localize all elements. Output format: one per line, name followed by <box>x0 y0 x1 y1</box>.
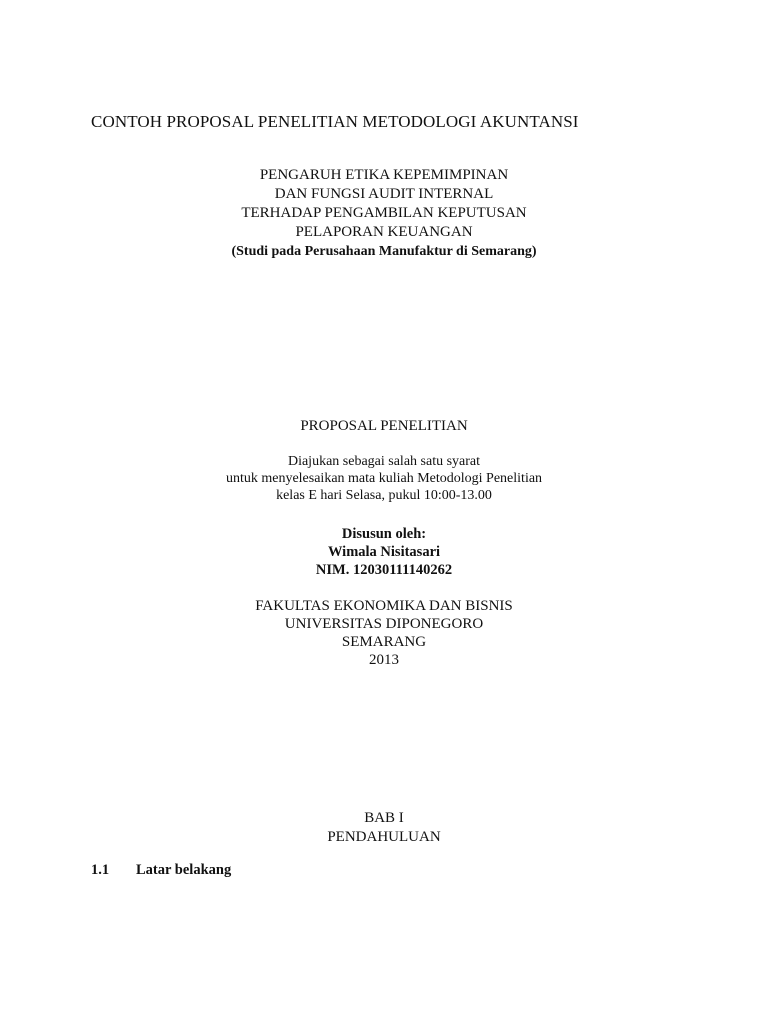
institution-line-1: FAKULTAS EKONOMIKA DAN BISNIS <box>255 598 513 614</box>
section-number: 1.1 <box>91 862 110 878</box>
title-line-2: DAN FUNGSI AUDIT INTERNAL <box>274 186 494 202</box>
section-title: Latar belakang <box>136 862 232 878</box>
author-name: Wimala Nisitasari <box>327 544 441 560</box>
purpose-line-3: kelas E hari Selasa, pukul 10:00-13.00 <box>276 488 492 503</box>
chapter-title: PENDAHULUAN <box>327 829 441 845</box>
title-line-3: TERHADAP PENGAMBILAN KEPUTUSAN <box>241 205 527 221</box>
institution-line-2: UNIVERSITAS DIPONEGORO <box>284 616 484 632</box>
purpose-block <box>0 453 768 504</box>
title-subtitle: (Studi pada Perusahaan Manufaktur di Semarang) <box>231 244 537 259</box>
document-heading: CONTOH PROPOSAL PENELITIAN METODOLOGI AKUNTANSI <box>91 112 579 131</box>
proposal-label <box>0 417 768 436</box>
purpose-line-1: Diajukan sebagai salah satu syarat <box>287 454 481 469</box>
purpose-line-2: untuk menyelesaikan mata kuliah Metodologi Penelitian <box>225 471 543 486</box>
chapter-number: BAB I <box>364 810 404 826</box>
author-block <box>0 525 768 579</box>
research-title-block <box>0 166 768 261</box>
author-label: Disusun oleh: <box>341 526 427 542</box>
proposal-label-text: PROPOSAL PENELITIAN <box>300 418 468 434</box>
section-heading <box>91 862 231 879</box>
chapter-heading <box>0 809 768 847</box>
institution-block <box>0 597 768 669</box>
title-line-1: PENGARUH ETIKA KEPEMIMPINAN <box>259 167 509 183</box>
title-line-4: PELAPORAN KEUANGAN <box>295 224 473 240</box>
institution-line-4: 2013 <box>369 652 399 668</box>
institution-line-3: SEMARANG <box>341 634 427 650</box>
author-nim: NIM. 12030111140262 <box>315 562 453 578</box>
